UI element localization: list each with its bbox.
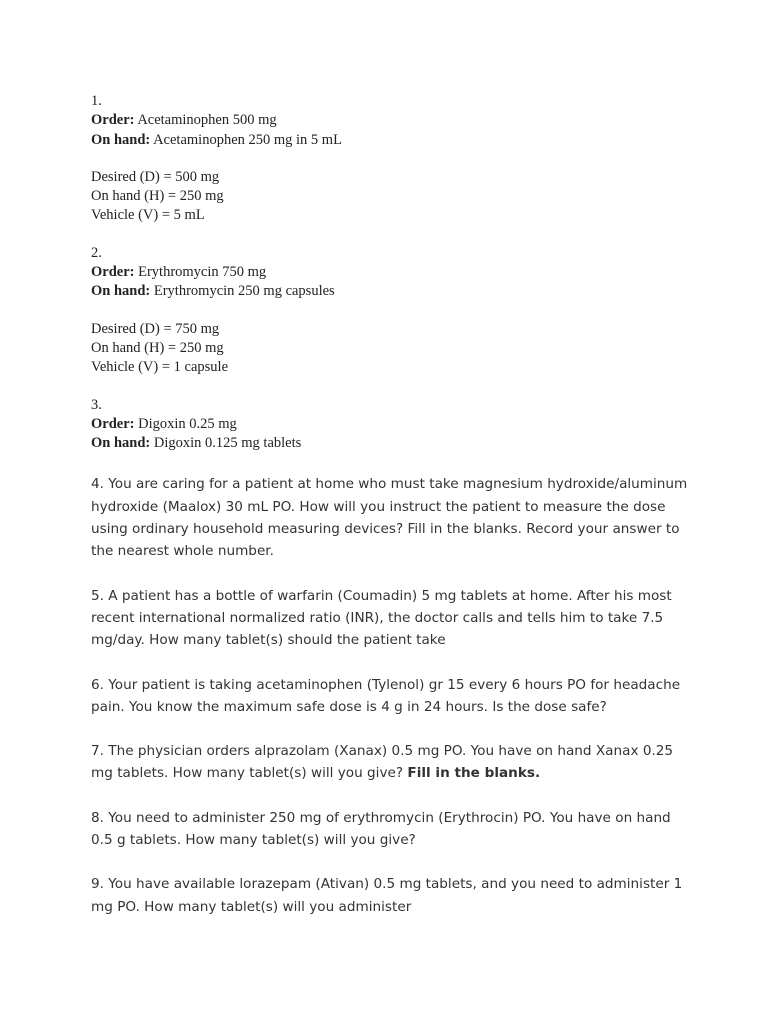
onhand-line xyxy=(91,434,691,453)
order-text: Digoxin 0.25 mg xyxy=(138,415,237,432)
question-6: 6. Your patient is taking acetaminophen (Tylenol) gr 15 every 6 hours PO for headache pain. You know the maximum safe dose is 4 g in 24 hours. Is the dose safe? xyxy=(91,676,681,715)
order-label: Order: xyxy=(91,264,135,281)
question-5: 5. A patient has a bottle of warfarin (Coumadin) 5 mg tablets at home. After his most recent international normalized ratio (INR), the doctor calls and tells him to take 7.5 mg/day. How many tablet(s) should the patient take xyxy=(91,587,672,649)
question-8: 8. You need to administer 250 mg of erythromycin (Erythrocin) PO. You have on hand 0.5 g tablets. How many tablet(s) will you give? xyxy=(91,809,671,849)
desired-line: Desired (D) = 750 mg xyxy=(91,320,220,337)
have-line: On hand (H) = 250 mg xyxy=(91,188,224,205)
order-line xyxy=(91,263,691,282)
onhand-label: On hand: xyxy=(91,131,151,148)
order-label: Order: xyxy=(91,112,135,129)
problem-3 xyxy=(91,396,691,454)
desired-line: Desired (D) = 500 mg xyxy=(91,168,220,185)
onhand-label: On hand: xyxy=(91,435,151,452)
problem-number: 3. xyxy=(91,396,102,413)
have-line: On hand (H) = 250 mg xyxy=(91,339,224,356)
problem-number: 1. xyxy=(91,93,102,109)
order-line xyxy=(91,111,691,130)
problem-1 xyxy=(91,92,691,244)
question-7 xyxy=(91,740,691,785)
onhand-line xyxy=(91,131,691,150)
onhand-label: On hand: xyxy=(91,283,151,300)
question-7-text: 7. The physician orders alprazolam (Xanax) 0.5 mg PO. You have on hand Xanax 0.25 mg tablets. How many tablet(s) will you give? xyxy=(91,743,674,782)
order-text: Erythromycin 750 mg xyxy=(138,264,267,281)
problem-2 xyxy=(91,244,691,396)
document-page xyxy=(91,92,691,940)
onhand-text: Acetaminophen 250 mg in 5 mL xyxy=(153,131,342,148)
question-4: 4. You are caring for a patient at home who must take magnesium hydroxide/aluminum hydroxide (Maalox) 30 mL PO. How will you instruct the patient to measure the dose using ordinary household measuring devices? Fill in the blanks. Record your answer to the nearest whole number. xyxy=(91,476,688,560)
vehicle-line: Vehicle (V) = 1 capsule xyxy=(91,359,229,376)
onhand-text: Digoxin 0.125 mg tablets xyxy=(153,435,302,452)
order-line xyxy=(91,415,691,434)
onhand-line xyxy=(91,282,691,301)
order-label: Order: xyxy=(91,415,135,432)
question-list xyxy=(91,473,691,917)
onhand-text: Erythromycin 250 mg capsules xyxy=(153,283,335,300)
question-9: 9. You have available lorazepam (Ativan) 0.5 mg tablets, and you need to administer 1 mg PO. How many tablet(s) will you administer xyxy=(91,876,683,915)
order-text: Acetaminophen 500 mg xyxy=(137,112,277,129)
vehicle-line: Vehicle (V) = 5 mL xyxy=(91,207,205,224)
question-7-emphasis: Fill in the blanks. xyxy=(407,765,541,782)
problem-number: 2. xyxy=(91,244,102,261)
